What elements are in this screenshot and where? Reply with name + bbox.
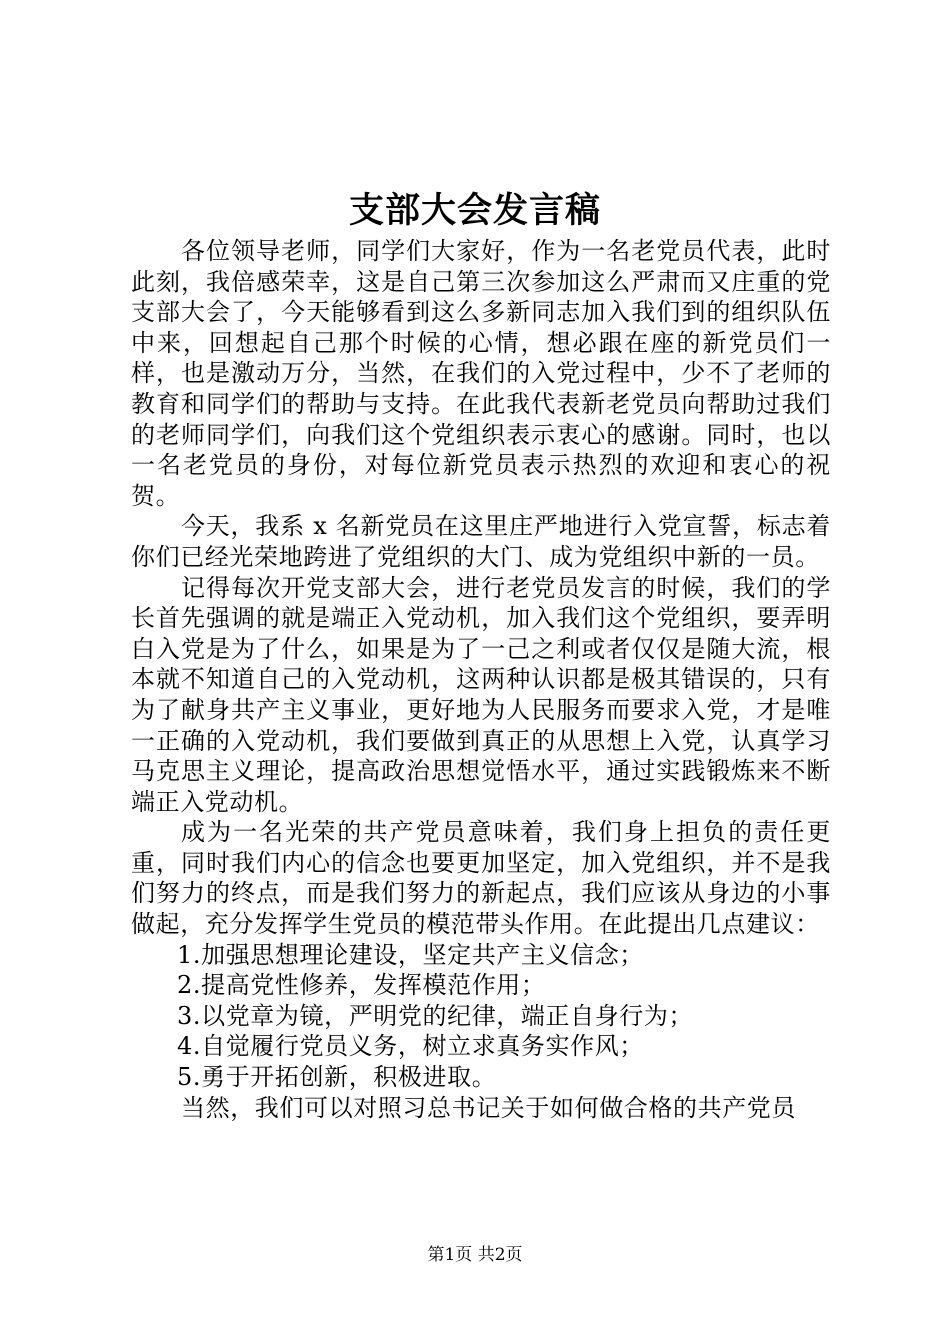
page-footer: 第1页 共2页 <box>427 1245 523 1265</box>
document-title: 支部大会发言稿 <box>348 190 601 231</box>
paragraph: 各位领导老师，同学们大家好，作为一名老党员代表，此时此刻，我倍感荣幸，这是自己第三次参加这么严肃而又庄重的党支部大会了，今天能够看到这么多新同志加入我们到的组织队伍中来，回想起自己那个时候的心情，想必跟在座的新党员们一样，也是激动万分，当然，在我们的入党过程中，少不了老师的教育和同学们的帮助与支持。在此我代表新老党员向帮助过我们的老师同学们，向我们这个党组织表示衷心的感谢。同时，也以一名老党员的身份，对每位新党员表示热烈的欢迎和衷心的祝贺。 <box>131 237 831 510</box>
list-item: 5.勇于开拓创新，积极进取。 <box>177 1063 497 1092</box>
paragraph: 记得每次开党支部大会，进行老党员发言的时候，我们的学长首先强调的就是端正入党动机，加入我们这个党组织，要弄明白入党是为了什么，如果是为了一己之利或者仅仅是随大流，根本就不知道自己的入党动机，这两种认识都是极其错误的，只有为了献身共产主义事业，更好地为人民服务而要求入党，才是唯一正确的入党动机，我们要做到真正的从思想上入党，认真学习马克思主义理论，提高政治思想觉悟水平，通过实践锻炼来不断端正入党动机。 <box>131 573 831 816</box>
paragraph: 今天，我系 x 名新党员在这里庄严地进行入党宣誓，标志着你们已经光荣地跨进了党组织的大门、成为党组织中新的一员。 <box>131 512 831 571</box>
list-item: 4.自觉履行党员义务，树立求真务实作风； <box>177 1032 644 1061</box>
list-item: 2.提高党性修养，发挥模范作用； <box>177 971 546 1000</box>
closing-paragraph: 当然，我们可以对照习总书记关于如何做合格的共产党员 <box>181 1093 796 1122</box>
list-item: 3.以党章为镜，严明党的纪律，端正自身行为； <box>177 1001 694 1030</box>
document-body <box>131 236 831 1123</box>
paragraph: 成为一名光荣的共产党员意味着，我们身上担负的责任更重，同时我们内心的信念也要更加坚定，加入党组织，并不是我们努力的终点，而是我们努力的新起点，我们应该从身边的小事做起，充分发挥学生党员的模范带头作用。在此提出几点建议： <box>131 818 831 939</box>
list-item: 1.加强思想理论建设，坚定共产主义信念； <box>177 940 644 969</box>
